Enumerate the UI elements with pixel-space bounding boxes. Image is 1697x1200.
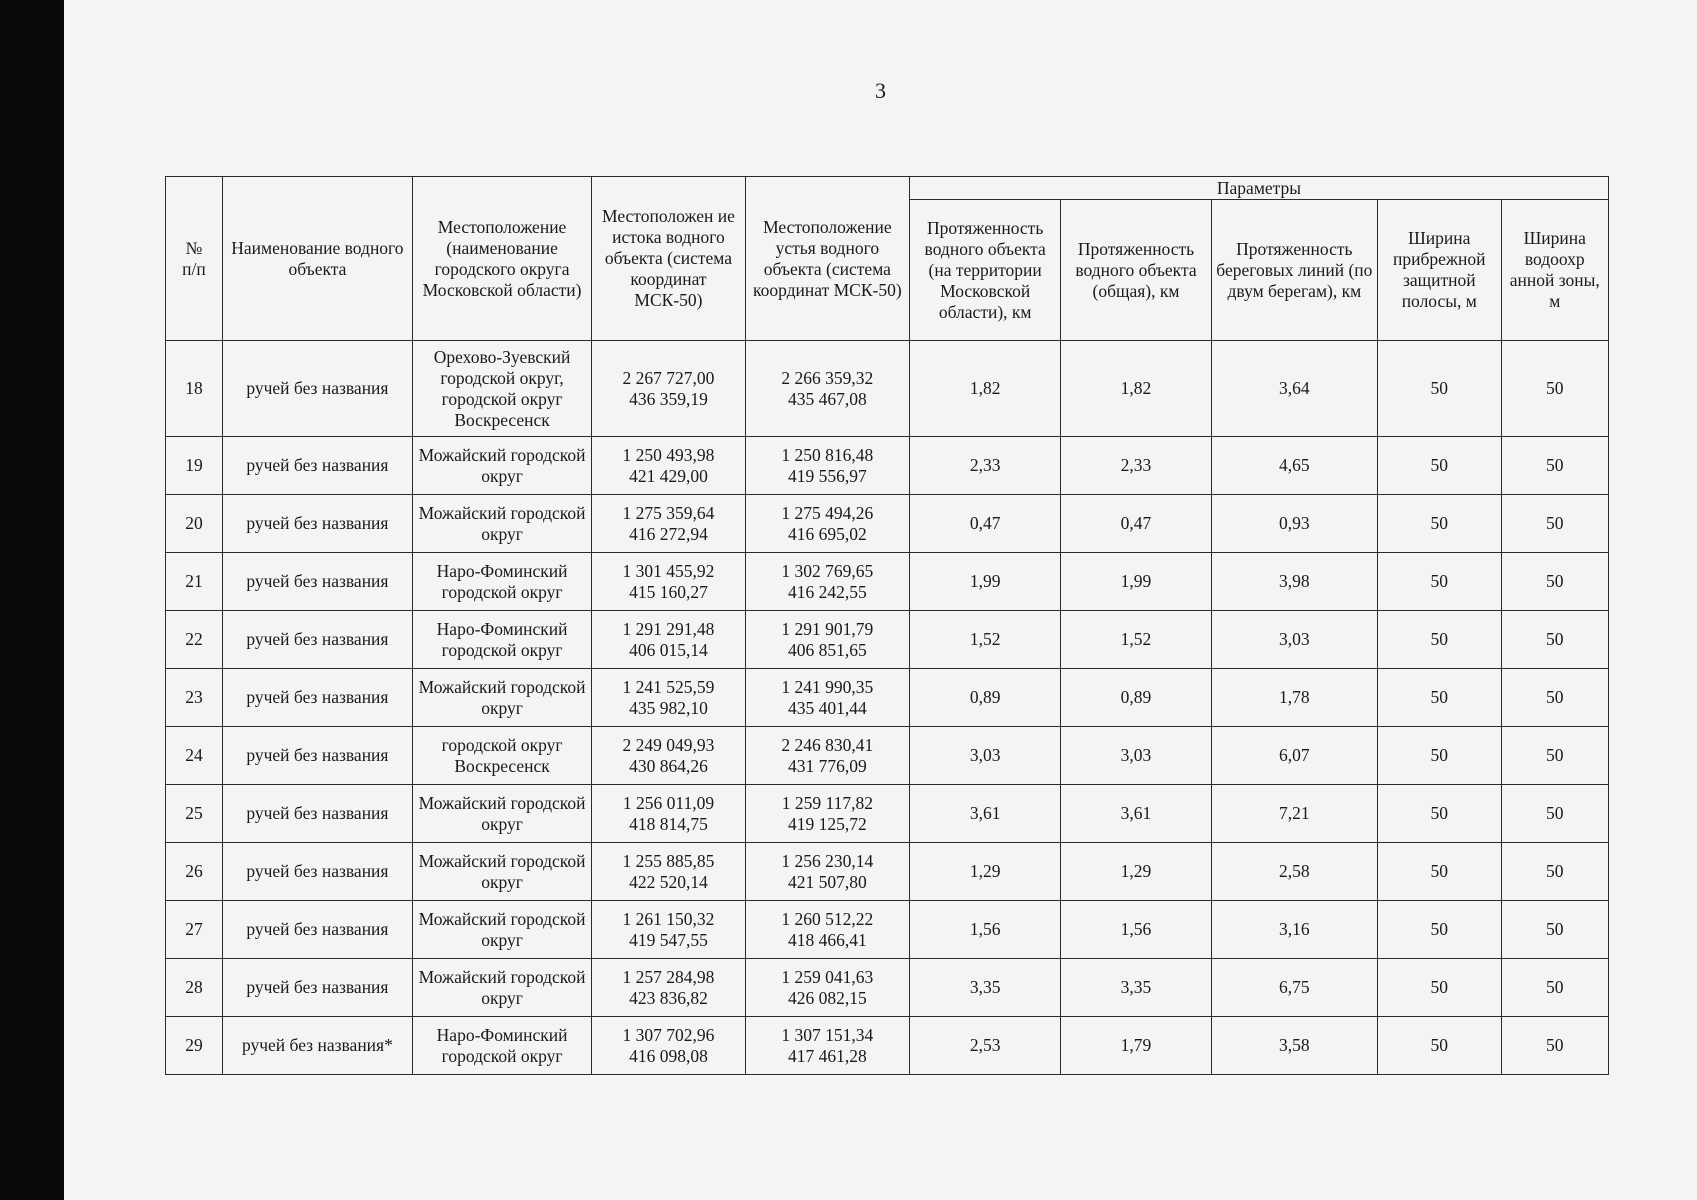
- cell-mouth: [745, 901, 909, 959]
- cell-num: 29: [166, 1017, 223, 1075]
- cell-shore: 1,78: [1211, 669, 1377, 727]
- cell-shore: 3,03: [1211, 611, 1377, 669]
- cell-shore: 2,58: [1211, 843, 1377, 901]
- mouth-x: 1 250 816,48: [781, 444, 874, 465]
- cell-num: 26: [166, 843, 223, 901]
- source-y: 435 982,10: [629, 697, 708, 718]
- header-name: Наименование водного объекта: [222, 177, 412, 341]
- cell-coastal: 50: [1378, 901, 1501, 959]
- table-row: [166, 901, 1609, 959]
- mouth-x: 1 259 117,82: [781, 792, 873, 813]
- mouth-x: 1 275 494,26: [781, 502, 874, 523]
- cell-location: Можайский городской округ: [412, 785, 591, 843]
- source-y: 436 359,19: [629, 388, 708, 409]
- cell-length-total: 3,03: [1061, 727, 1211, 785]
- cell-source: [592, 669, 746, 727]
- cell-length-total: 1,29: [1061, 843, 1211, 901]
- mouth-x: 1 259 041,63: [781, 966, 874, 987]
- cell-zone: 50: [1501, 959, 1609, 1017]
- header-location: Местоположение (наименование городского округа Московской области): [412, 177, 591, 341]
- mouth-x: 1 256 230,14: [781, 850, 874, 871]
- source-x: 1 241 525,59: [622, 676, 715, 697]
- cell-name: ручей без названия: [222, 669, 412, 727]
- source-x: 1 256 011,09: [622, 792, 715, 813]
- cell-mouth: [745, 611, 909, 669]
- cell-shore: 6,75: [1211, 959, 1377, 1017]
- mouth-y: 435 467,08: [787, 388, 867, 409]
- cell-zone: 50: [1501, 437, 1609, 495]
- header-water-zone: Ширина водоохр анной зоны, м: [1501, 200, 1609, 341]
- cell-name: ручей без названия: [222, 959, 412, 1017]
- cell-name: ручей без названия: [222, 495, 412, 553]
- cell-source: [592, 611, 746, 669]
- cell-mouth: [745, 727, 909, 785]
- cell-mouth: [745, 553, 909, 611]
- cell-zone: 50: [1501, 785, 1609, 843]
- cell-length-mo: 2,53: [909, 1017, 1060, 1075]
- source-y: 430 864,26: [629, 755, 708, 776]
- cell-mouth: [745, 1017, 909, 1075]
- cell-num: 22: [166, 611, 223, 669]
- header-coastal-strip: Ширина прибрежной защитной полосы, м: [1378, 200, 1501, 341]
- cell-num: 21: [166, 553, 223, 611]
- cell-length-mo: 1,99: [909, 553, 1060, 611]
- header-params: Параметры: [909, 177, 1608, 200]
- cell-name: ручей без названия: [222, 843, 412, 901]
- cell-length-total: 1,79: [1061, 1017, 1211, 1075]
- cell-num: 23: [166, 669, 223, 727]
- table-row: [166, 669, 1609, 727]
- mouth-y: 431 776,09: [787, 755, 867, 776]
- source-y: 423 836,82: [629, 987, 708, 1008]
- cell-source: [592, 1017, 746, 1075]
- header-length-mo: Протяженность водного объекта (на территории Московской области), км: [909, 200, 1060, 341]
- table-row: [166, 959, 1609, 1017]
- cell-name: ручей без названия: [222, 553, 412, 611]
- cell-coastal: 50: [1378, 437, 1501, 495]
- cell-length-mo: 3,03: [909, 727, 1060, 785]
- header-length-total: Протяженность водного объекта (общая), км: [1061, 200, 1211, 341]
- cell-shore: 4,65: [1211, 437, 1377, 495]
- cell-mouth: [745, 843, 909, 901]
- cell-length-mo: 3,35: [909, 959, 1060, 1017]
- source-x: 1 261 150,32: [622, 908, 715, 929]
- cell-mouth: [745, 437, 909, 495]
- cell-name: ручей без названия: [222, 341, 412, 437]
- mouth-x: 1 260 512,22: [781, 908, 874, 929]
- cell-length-mo: 0,89: [909, 669, 1060, 727]
- cell-mouth: [745, 669, 909, 727]
- cell-shore: 7,21: [1211, 785, 1377, 843]
- cell-source: [592, 785, 746, 843]
- cell-length-total: 2,33: [1061, 437, 1211, 495]
- mouth-y: 419 125,72: [787, 813, 867, 834]
- cell-location: Можайский городской округ: [412, 437, 591, 495]
- table-header-row-1: [166, 177, 1609, 200]
- cell-length-mo: 1,52: [909, 611, 1060, 669]
- mouth-x: 1 291 901,79: [781, 618, 874, 639]
- source-x: 2 249 049,93: [622, 734, 715, 755]
- cell-zone: 50: [1501, 611, 1609, 669]
- header-num-text: № п/п: [182, 237, 206, 279]
- source-x: 1 255 885,85: [622, 850, 715, 871]
- cell-length-total: 3,61: [1061, 785, 1211, 843]
- cell-source: [592, 727, 746, 785]
- cell-zone: 50: [1501, 901, 1609, 959]
- cell-shore: 3,98: [1211, 553, 1377, 611]
- cell-zone: 50: [1501, 843, 1609, 901]
- cell-length-total: 1,52: [1061, 611, 1211, 669]
- table-row: [166, 1017, 1609, 1075]
- cell-coastal: 50: [1378, 495, 1501, 553]
- table-row: [166, 727, 1609, 785]
- mouth-x: 1 307 151,34: [781, 1024, 874, 1045]
- mouth-y: 426 082,15: [787, 987, 867, 1008]
- cell-coastal: 50: [1378, 843, 1501, 901]
- source-y: 406 015,14: [629, 639, 708, 660]
- cell-location: Можайский городской округ: [412, 901, 591, 959]
- cell-length-mo: 1,29: [909, 843, 1060, 901]
- cell-num: 24: [166, 727, 223, 785]
- cell-source: [592, 495, 746, 553]
- cell-zone: 50: [1501, 727, 1609, 785]
- cell-coastal: 50: [1378, 341, 1501, 437]
- cell-source: [592, 341, 746, 437]
- cell-coastal: 50: [1378, 611, 1501, 669]
- cell-num: 20: [166, 495, 223, 553]
- cell-name: ручей без названия: [222, 437, 412, 495]
- scan-margin-strip: [0, 0, 64, 1200]
- mouth-x: 1 241 990,35: [781, 676, 874, 697]
- cell-length-total: 0,89: [1061, 669, 1211, 727]
- source-y: 421 429,00: [629, 465, 708, 486]
- cell-zone: 50: [1501, 341, 1609, 437]
- mouth-x: 2 246 830,41: [781, 734, 874, 755]
- cell-length-total: 0,47: [1061, 495, 1211, 553]
- cell-name: ручей без названия: [222, 727, 412, 785]
- cell-location: Орехово-Зуевский городской округ, городской округ Воскресенск: [412, 341, 591, 437]
- source-y: 415 160,27: [629, 581, 708, 602]
- cell-location: Наро-Фоминский городской округ: [412, 553, 591, 611]
- table-row: [166, 843, 1609, 901]
- table-row: [166, 553, 1609, 611]
- cell-location: Наро-Фоминский городской округ: [412, 611, 591, 669]
- cell-mouth: [745, 495, 909, 553]
- mouth-y: 417 461,28: [787, 1045, 867, 1066]
- source-x: 1 291 291,48: [622, 618, 715, 639]
- mouth-y: 416 242,55: [787, 581, 867, 602]
- source-x: 1 275 359,64: [622, 502, 715, 523]
- header-num: [166, 177, 223, 341]
- mouth-y: 416 695,02: [787, 523, 867, 544]
- cell-num: 25: [166, 785, 223, 843]
- cell-length-total: 3,35: [1061, 959, 1211, 1017]
- table-row: [166, 785, 1609, 843]
- page-number: 3: [875, 78, 886, 103]
- cell-num: 28: [166, 959, 223, 1017]
- cell-name: ручей без названия: [222, 611, 412, 669]
- mouth-y: 418 466,41: [787, 929, 867, 950]
- source-y: 418 814,75: [629, 813, 708, 834]
- source-x: 1 301 455,92: [622, 560, 715, 581]
- cell-num: 19: [166, 437, 223, 495]
- mouth-x: 1 302 769,65: [781, 560, 874, 581]
- cell-mouth: [745, 341, 909, 437]
- cell-shore: 6,07: [1211, 727, 1377, 785]
- mouth-x: 2 266 359,32: [781, 367, 874, 388]
- cell-zone: 50: [1501, 495, 1609, 553]
- cell-name: ручей без названия*: [222, 1017, 412, 1075]
- cell-name: ручей без названия: [222, 901, 412, 959]
- cell-num: 27: [166, 901, 223, 959]
- cell-source: [592, 901, 746, 959]
- source-y: 419 547,55: [629, 929, 708, 950]
- header-shore: Протяженность береговых линий (по двум берегам), км: [1211, 200, 1377, 341]
- cell-mouth: [745, 959, 909, 1017]
- cell-length-total: 1,82: [1061, 341, 1211, 437]
- water-objects-table: [165, 176, 1609, 1075]
- cell-source: [592, 843, 746, 901]
- header-mouth: Местоположение устья водного объекта (система координат МСК-50): [745, 177, 909, 341]
- cell-length-total: 1,99: [1061, 553, 1211, 611]
- cell-location: городской округ Воскресенск: [412, 727, 591, 785]
- cell-zone: 50: [1501, 669, 1609, 727]
- table-row: [166, 611, 1609, 669]
- cell-location: Наро-Фоминский городской округ: [412, 1017, 591, 1075]
- cell-length-total: 1,56: [1061, 901, 1211, 959]
- cell-num: 18: [166, 341, 223, 437]
- cell-length-mo: 1,56: [909, 901, 1060, 959]
- cell-shore: 3,58: [1211, 1017, 1377, 1075]
- table-row: [166, 437, 1609, 495]
- cell-length-mo: 2,33: [909, 437, 1060, 495]
- source-y: 422 520,14: [629, 871, 708, 892]
- cell-coastal: 50: [1378, 959, 1501, 1017]
- cell-length-mo: 3,61: [909, 785, 1060, 843]
- cell-source: [592, 437, 746, 495]
- cell-length-mo: 1,82: [909, 341, 1060, 437]
- source-y: 416 098,08: [629, 1045, 708, 1066]
- cell-location: Можайский городской округ: [412, 669, 591, 727]
- header-source: Местоположен ие истока водного объекта (система координат МСК-50): [592, 177, 746, 341]
- source-x: 2 267 727,00: [622, 367, 715, 388]
- cell-shore: 3,16: [1211, 901, 1377, 959]
- cell-zone: 50: [1501, 553, 1609, 611]
- cell-coastal: 50: [1378, 727, 1501, 785]
- mouth-y: 421 507,80: [787, 871, 867, 892]
- cell-shore: 3,64: [1211, 341, 1377, 437]
- source-x: 1 307 702,96: [622, 1024, 715, 1045]
- mouth-y: 435 401,44: [787, 697, 867, 718]
- cell-length-mo: 0,47: [909, 495, 1060, 553]
- source-x: 1 250 493,98: [622, 444, 715, 465]
- cell-zone: 50: [1501, 1017, 1609, 1075]
- cell-location: Можайский городской округ: [412, 843, 591, 901]
- table-row: [166, 495, 1609, 553]
- cell-mouth: [745, 785, 909, 843]
- cell-coastal: 50: [1378, 1017, 1501, 1075]
- table-row: [166, 341, 1609, 437]
- mouth-y: 419 556,97: [787, 465, 867, 486]
- cell-name: ручей без названия: [222, 785, 412, 843]
- cell-source: [592, 553, 746, 611]
- cell-coastal: 50: [1378, 553, 1501, 611]
- cell-location: Можайский городской округ: [412, 959, 591, 1017]
- cell-source: [592, 959, 746, 1017]
- mouth-y: 406 851,65: [787, 639, 867, 660]
- cell-shore: 0,93: [1211, 495, 1377, 553]
- cell-location: Можайский городской округ: [412, 495, 591, 553]
- source-x: 1 257 284,98: [622, 966, 715, 987]
- source-y: 416 272,94: [629, 523, 708, 544]
- document-page: [64, 0, 1697, 1200]
- cell-coastal: 50: [1378, 669, 1501, 727]
- cell-coastal: 50: [1378, 785, 1501, 843]
